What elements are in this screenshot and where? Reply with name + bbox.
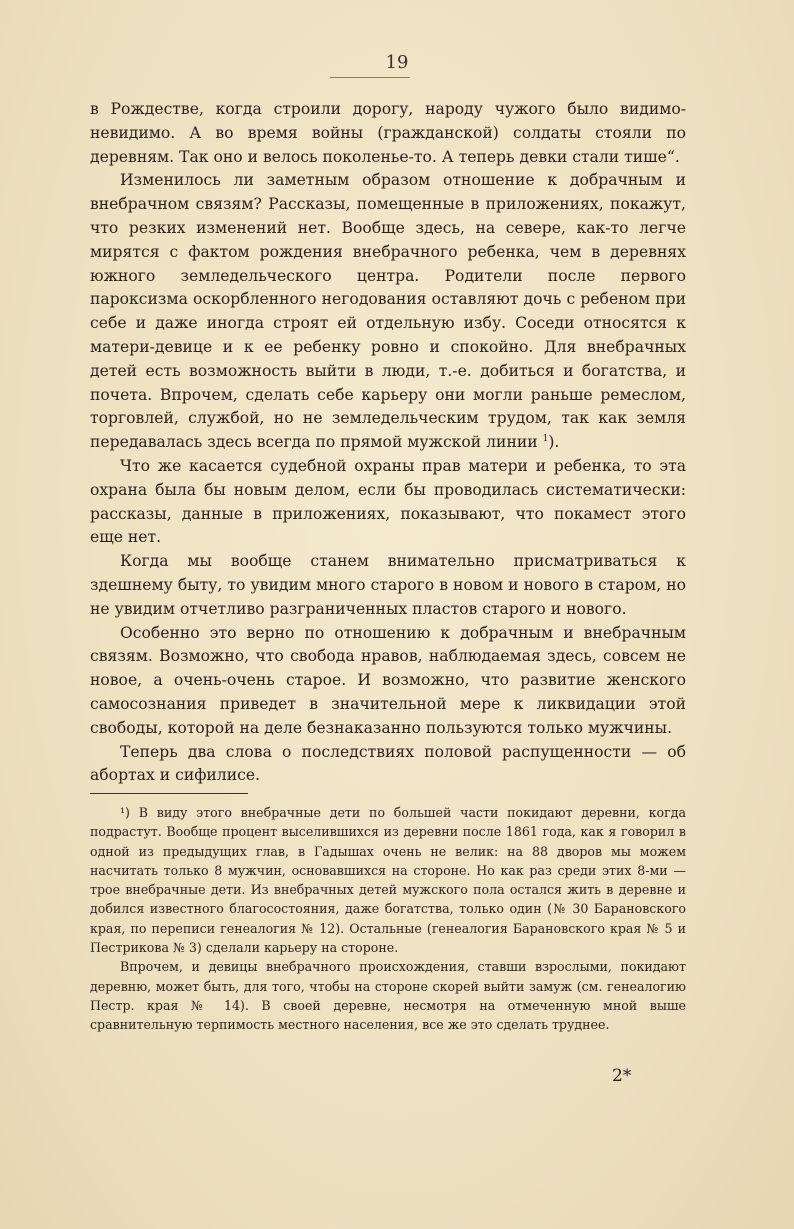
header-rule xyxy=(330,77,410,78)
footnote-reference-tail: ). xyxy=(548,433,560,452)
paragraph: Когда мы вообще станем внимательно присматриваться к здешнему быту, то увидим много старого в новом и нового в старом, но не увидим отчетливо разграниченных пластов старого и нового. xyxy=(90,552,686,618)
page-number: 19 xyxy=(385,52,409,73)
footnote-divider xyxy=(90,793,248,794)
footnote-text: Впрочем, и девицы внебрачного происхождения, ставши взрослыми, покидают деревню, может быть, для того, чтобы на стороне скорей выйти замуж (см. генеалогию Пестр. края № 14). В своей деревне, несмотря на отмеченную мной выше сравнительную терпимость местного населения, все же это сделать труднее. xyxy=(90,959,686,1033)
paragraph: Теперь два слова о последствиях половой распущенности — об абортах и сифилисе. xyxy=(90,742,686,785)
paragraph: Особенно это верно по отношению к добрачным и внебрачным связям. Возможно, что свобода нравов, наблюдаемая здесь, совсем не новое, а очень-очень старое. И возможно, что развитие женского самосознания приведет в значительной мере к ликвидации этой свободы, которой на деле безнаказанно пользуются только мужчины. xyxy=(90,623,686,737)
paragraph: в Рождестве, когда строили дорогу, народу чужого было видимо-невидимо. А во время войны (гражданской) солдаты стояли по деревням. Так оно и велось поколенье-то. А теперь девки стали тише“. xyxy=(90,100,686,166)
footnote-reference: 1 xyxy=(542,433,549,444)
footnote-text: В виду этого внебрачные дети по большей части покидают деревни, когда подрастут. Вообще процент выселившихся из деревни после 1861 года, как я говорил в одной из предыдущих глав, в Гадышах очень не велик: на 88 дворов мы можем насчитать только 8 мужчин, основавшихся на стороне. Но как раз среди этих 8-ми — трое внебрачные дети. Из внебрачных детей мужского пола остался жить в деревне и добился известного благосостояния, даже богатства, только один (№ 30 Барановского края, по переписи генеалогия № 12). Остальные (генеалогия Барановского края № 5 и Пестрикова № 3) сделали карьеру на стороне. xyxy=(90,805,686,956)
main-text xyxy=(90,98,686,788)
footnote xyxy=(90,957,686,1034)
paragraph-text: Изменилось ли заметным образом отношение к добрачным и внебрачном связям? Рассказы, помещенные в приложениях, покажут, что резких изменений нет. Вообще здесь, на севере, как-то легче мирятся с фактом рождения внебрачного ребенка, чем в деревнях южного земледельческого центра. Родители после первого пароксизма оскорбленного негодования оставляют дочь с ребеном при себе и даже иногда строят ей отдельную избу. Соседи относятся к матери-девице и к ее ребенку ровно и спокойно. Для внебрачных детей есть возможность выйти в люди, т.-е. добиться и богатства, и почета. Впрочем, сделать себе карьеру они могли раньше ремеслом, торговлей, службой, но не земледельческим трудом, так как земля передавалась здесь всегда по прямой мужской линии xyxy=(90,171,686,452)
footnotes xyxy=(90,803,686,1035)
printer-signature-mark: 2* xyxy=(612,1066,632,1086)
footnote xyxy=(90,803,686,957)
footnote-marker: ¹) xyxy=(120,805,130,820)
paragraph xyxy=(90,169,686,455)
paragraph: Что же касается судебной охраны прав матери и ребенка, то эта охрана была бы новым делом, если бы проводилась систематически: рассказы, данные в приложениях, показывают, что покамест этого еще нет. xyxy=(90,456,686,547)
